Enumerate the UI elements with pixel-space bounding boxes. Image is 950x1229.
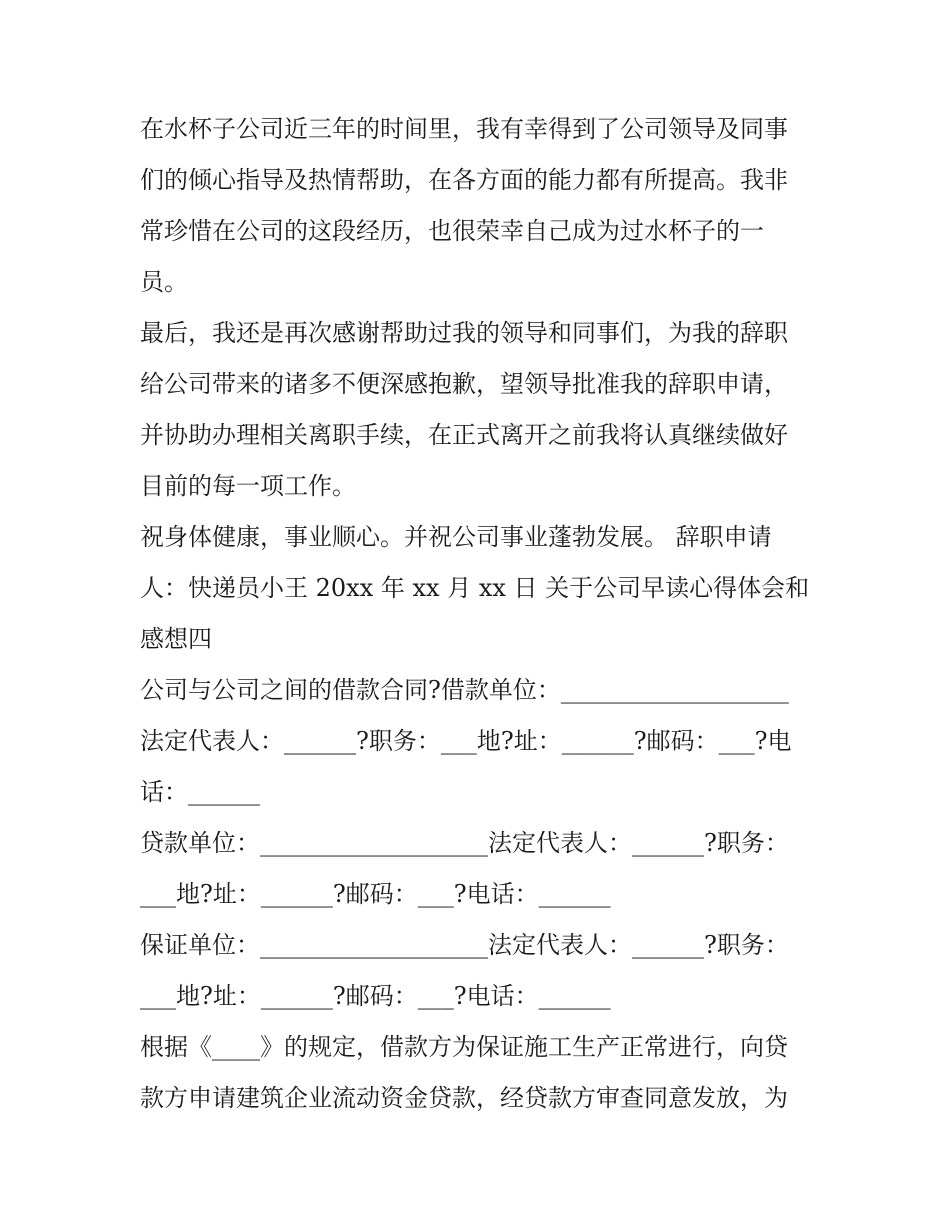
- text-line: ___地?址：______?邮码：___?电话：______: [140, 880, 611, 908]
- text-line: 款方申请建筑企业流动资金贷款，经贷款方审查同意发放，为: [140, 1084, 788, 1112]
- section-heading: 感想四: [140, 625, 212, 653]
- text-line: 贷款单位：___________________法定代表人：______?职务：: [140, 829, 789, 857]
- text-line: 在水杯子公司近三年的时间里，我有幸得到了公司领导及同事: [140, 115, 788, 143]
- paragraph-gratitude: [140, 104, 820, 308]
- paragraph-terms: [140, 1022, 820, 1124]
- text-line: 常珍惜在公司的这段经历，也很荣幸自己成为过水杯子的一: [140, 217, 764, 245]
- text-line: 并协助办理相关离职手续，在正式离开之前我将认真继续做好: [140, 421, 788, 449]
- text-line: 法定代表人：______?职务：___地?址：______?邮码：___?电: [140, 727, 792, 755]
- text-line: 员。: [140, 268, 188, 296]
- text-line: 目前的每一项工作。: [140, 472, 356, 500]
- paragraph-signature: [140, 512, 820, 665]
- paragraph-guarantor: [140, 920, 820, 1022]
- paragraph-borrower-details: [140, 716, 820, 818]
- paragraph-contract-title: [140, 665, 820, 716]
- text-line: ___地?址：______?邮码：___?电话：______: [140, 982, 611, 1010]
- text-line: 人：快递员小王 20xx 年 xx 月 xx 日 关于公司早读心得体会和: [140, 574, 810, 602]
- text-line: 给公司带来的诸多不便深感抱歉，望领导批准我的辞职申请，: [140, 370, 788, 398]
- text-line: 保证单位：___________________法定代表人：______?职务：: [140, 931, 789, 959]
- paragraph-lender: [140, 818, 820, 920]
- text-line: 们的倾心指导及热情帮助，在各方面的能力都有所提高。我非: [140, 166, 788, 194]
- text-line: 话：______: [140, 778, 260, 806]
- paragraph-closing: [140, 308, 820, 512]
- text-line: 公司与公司之间的借款合同?借款单位：___________________: [140, 676, 789, 704]
- text-line: 根据《____》的规定，借款方为保证施工生产正常进行，向贷: [140, 1033, 788, 1061]
- text-line: 祝身体健康，事业顺心。并祝公司事业蓬勃发展。 辞职申请: [140, 523, 772, 551]
- document-body: [140, 104, 820, 1124]
- text-line: 最后，我还是再次感谢帮助过我的领导和同事们，为我的辞职: [140, 319, 788, 347]
